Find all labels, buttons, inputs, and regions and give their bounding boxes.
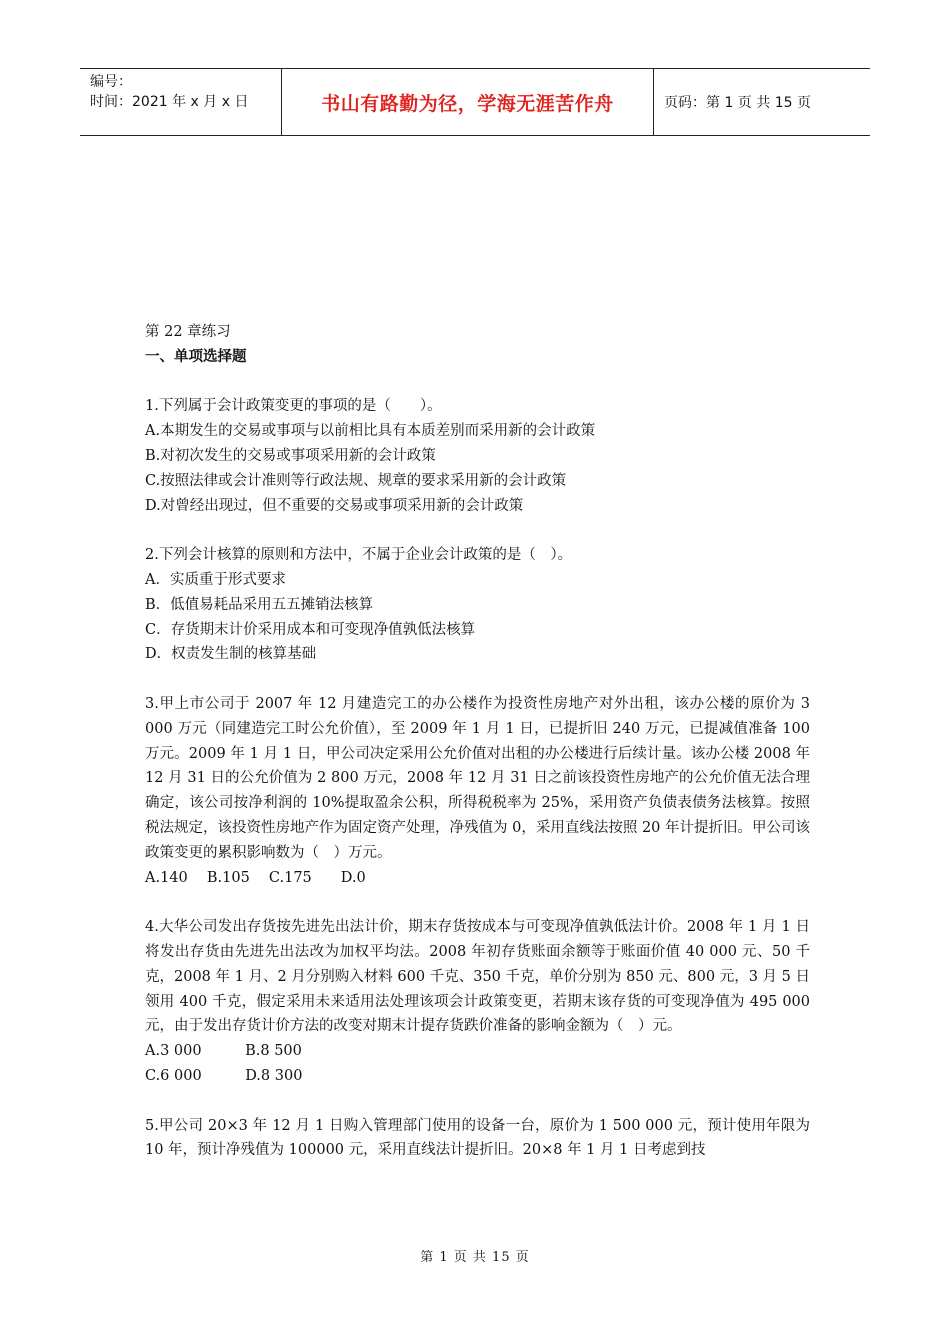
question-4-options-row-2: C.6 000 D.8 300 — [145, 1067, 303, 1084]
question-1-option-a: A.本期发生的交易或事项与以前相比具有本质差别而采用新的会计政策 — [145, 423, 596, 440]
header-page-info: 页码：第 1 页 共 15 页 — [664, 95, 811, 111]
document-body — [145, 320, 810, 1163]
section-title: 一、单项选择题 — [145, 348, 247, 365]
question-2-option-c: C．存货期末计价采用成本和可变现净值孰低法核算 — [145, 621, 476, 638]
question-4-stem: 4.大华公司发出存货按先进先出法计价，期末存货按成本与可变现净值孰低法计价。2008 年 1 月 1 日将发出存货由先进先出法改为加权平均法。2008 年初存货账面余额等于账面价值 40 000 元、50 千克，2008 年 1 月、2 月分别购入材料 600 千克、350 千克，单价分别为 850 元、800 元，3 月 5 日领用 400 千克，假定采用未来适用法处理该项会计政策变更，若期末该存货的可变现净值为 495 000 元，由于发出存货计价方法的改变对期末计提存货跌价准备的影响金额为（ ）元。 — [145, 919, 810, 1035]
number-label: 编号： — [90, 74, 132, 90]
question-2-stem: 2.下列会计核算的原则和方法中，不属于企业会计政策的是（ ）。 — [145, 547, 573, 564]
question-5-stem: 5.甲公司 20×3 年 12 月 1 日购入管理部门使用的设备一台，原价为 1 500 000 元，预计使用年限为 10 年，预计净残值为 100000 元，采用直线法计提折旧。20×8 年 1 月 1 日考虑到技 — [145, 1117, 810, 1159]
question-2-option-a: A．实质重于形式要求 — [145, 571, 286, 588]
question-1-option-d: D.对曾经出现过，但不重要的交易或事项采用新的会计政策 — [145, 497, 524, 514]
document-header — [80, 68, 870, 136]
question-2-option-b: B．低值易耗品采用五五摊销法核算 — [145, 596, 374, 613]
question-3-options: A.140 B.105 C.175 D.0 — [145, 869, 366, 886]
header-meta — [80, 69, 282, 135]
question-4-options-row-1: A.3 000 B.8 500 — [145, 1043, 302, 1060]
header-motto: 书山有路勤为径，学海无涯苦作舟 — [282, 69, 654, 135]
question-3-stem: 3.甲上市公司于 2007 年 12 月建造完工的办公楼作为投资性房地产对外出租，该办公楼的原价为 3 000 万元（同建造完工时公允价值），至 2009 年 1 月 1 日，已提折旧 240 万元，已提减值准备 100 万元。2009 年 1 月 1 日，甲公司决定采用公允价值对出租的办公楼进行后续计量。该办公楼 2008 年 12 月 31 日的公允价值为 2 800 万元，2008 年 12 月 31 日之前该投资性房地产的公允价值无法合理确定，该公司按净利润的 10%提取盈余公积，所得税税率为 25%，采用资产负债表债务法核算。按照税法规定，该投资性房地产作为固定资产处理，净残值为 0，采用直线法按照 20 年计提折旧。甲公司该政策变更的累积影响数为（ ）万元。 — [145, 695, 810, 861]
page-footer: 第 1 页 共 15 页 — [420, 1250, 530, 1265]
chapter-title: 第 22 章练习 — [145, 324, 231, 340]
question-1-option-c: C.按照法律或会计准则等行政法规、规章的要求采用新的会计政策 — [145, 472, 567, 489]
question-1-stem: 1.下列属于会计政策变更的事项的是（ ）。 — [145, 398, 442, 415]
time-label: 时间：2021 年 x 月 x 日 — [90, 94, 249, 110]
question-2-option-d: D．权责发生制的核算基础 — [145, 646, 317, 663]
question-1-option-b: B.对初次发生的交易或事项采用新的会计政策 — [145, 447, 436, 464]
